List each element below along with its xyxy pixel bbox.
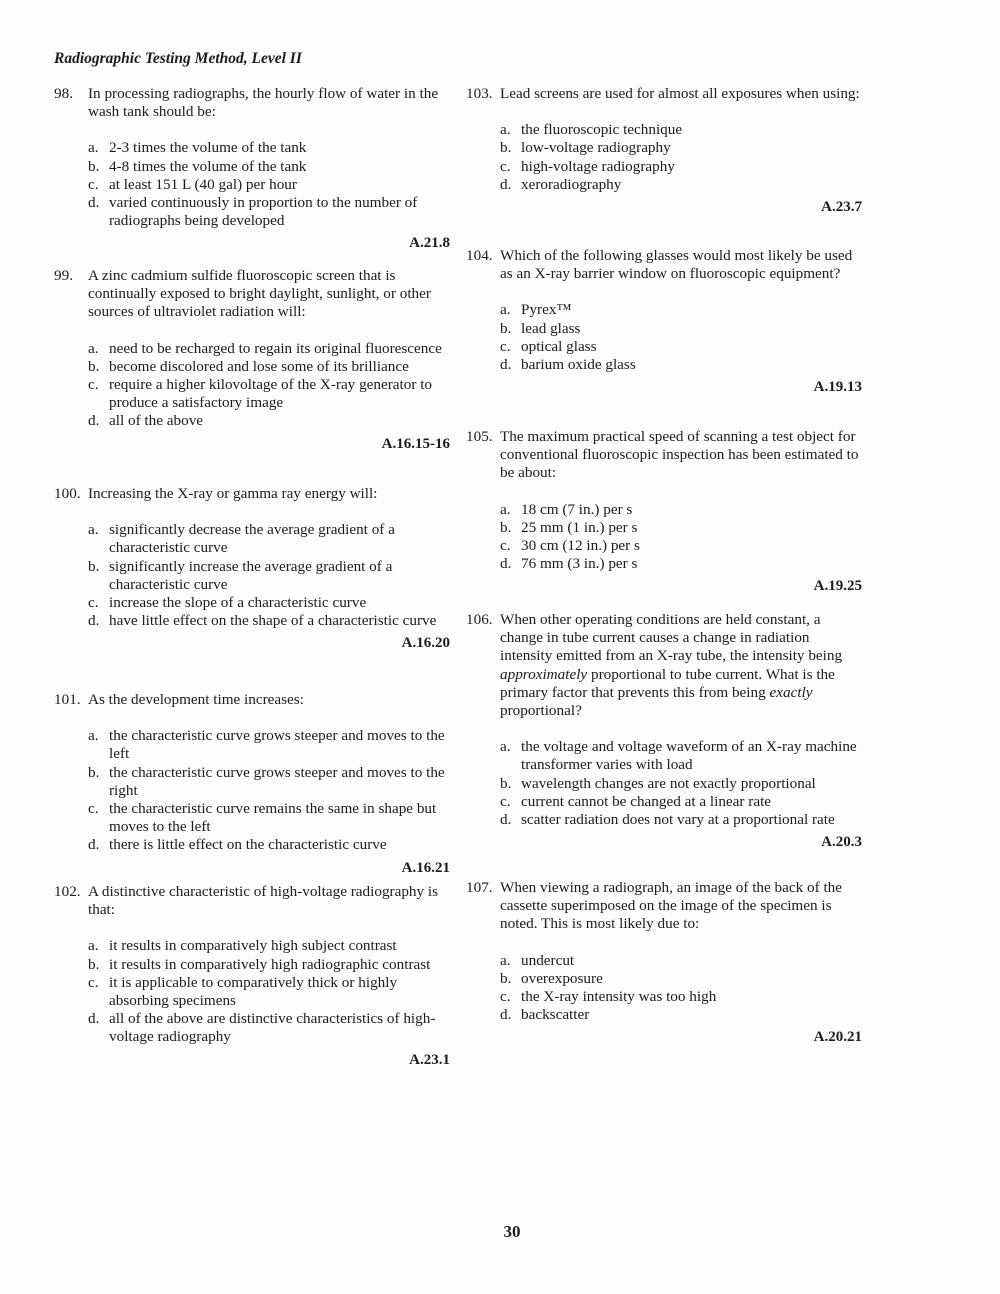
option-text: become discolored and lose some of its brilliance	[109, 357, 409, 375]
answer-options	[54, 139, 450, 230]
answer-reference: A.16.15-16	[381, 435, 450, 452]
option-letter: b.	[500, 319, 512, 337]
question-stem	[466, 428, 862, 483]
option-text: increase the slope of a characteristic curve	[109, 594, 367, 612]
option-letter: c.	[88, 376, 99, 394]
option-text: significantly decrease the average gradient of a characteristic curve	[109, 521, 395, 557]
answer-options	[466, 501, 862, 574]
question-text-segment: proportional?	[500, 702, 582, 720]
option-text: it results in comparatively high radiographic contrast	[109, 955, 431, 973]
answer-reference: A.19.13	[813, 379, 862, 396]
answer-option	[500, 320, 862, 338]
option-text: lead glass	[521, 319, 581, 337]
answer-option	[500, 338, 862, 356]
answer-option	[500, 501, 862, 519]
option-letter: c.	[88, 175, 99, 193]
option-letter: d.	[500, 555, 512, 573]
question-number: 107.	[466, 879, 493, 896]
option-text: xeroradiography	[521, 175, 622, 193]
question-stem	[466, 247, 862, 283]
answer-option	[88, 937, 450, 955]
question-number: 98.	[54, 85, 73, 102]
question-stem	[54, 485, 450, 503]
option-letter: b.	[88, 955, 100, 973]
option-text: 4-8 times the volume of the tank	[109, 157, 307, 175]
question-text-segment: When other operating conditions are held constant, a change in tube current causes a change in radiation intensity emitted from an X-ray tube, the intensity being	[500, 611, 843, 665]
answer-option	[88, 340, 450, 358]
answer-options	[466, 952, 862, 1025]
page-header: Radiographic Testing Method, Level II	[54, 50, 302, 67]
option-letter: b.	[88, 557, 100, 575]
answer-option	[88, 521, 450, 557]
option-text: barium oxide glass	[521, 356, 636, 374]
option-text: low-voltage radiography	[521, 139, 671, 157]
question-text: Increasing the X-ray or gamma ray energy will:	[88, 485, 378, 502]
option-letter: c.	[500, 537, 511, 555]
option-letter: c.	[88, 973, 99, 991]
option-text: scatter radiation does not vary at a proportional rate	[521, 811, 835, 829]
option-text: the X-ray intensity was too high	[521, 988, 717, 1006]
answer-option	[88, 974, 450, 1010]
question-block	[466, 85, 862, 216]
answer-option	[88, 412, 450, 430]
question-block	[54, 883, 450, 1069]
option-text: all of the above	[109, 412, 204, 430]
answer-option	[500, 970, 862, 988]
option-text: the voltage and voltage waveform of an X-ray machine transformer varies with load	[521, 738, 857, 774]
question-text: Which of the following glasses would most likely be used as an X-ray barrier window on fluoroscopic equipment?	[500, 247, 853, 283]
question-number: 106.	[466, 611, 493, 628]
option-letter: a.	[88, 727, 99, 745]
option-letter: a.	[88, 139, 99, 157]
question-stem	[466, 85, 862, 103]
option-letter: d.	[88, 836, 100, 854]
answer-option	[500, 793, 862, 811]
option-text: it is applicable to comparatively thick or highly absorbing specimens	[109, 973, 398, 1010]
question-stem	[54, 85, 450, 121]
question-text: When viewing a radiograph, an image of the back of the cassette superimposed on the image of the specimen is noted. This is most likely due to:	[500, 879, 843, 933]
option-text: high-voltage radiography	[521, 157, 675, 175]
option-text: have little effect on the shape of a characteristic curve	[109, 612, 437, 630]
answer-reference: A.21.8	[409, 235, 450, 252]
question-block	[466, 428, 862, 596]
answer-option	[500, 988, 862, 1006]
option-letter: c.	[500, 988, 511, 1006]
answer-option	[88, 139, 450, 157]
answer-options	[54, 937, 450, 1046]
question-block	[466, 247, 862, 396]
option-text: 18 cm (7 in.) per s	[521, 500, 633, 518]
answer-option	[88, 194, 450, 230]
question-text: As the development time increases:	[88, 691, 304, 708]
answer-reference: A.23.1	[409, 1051, 450, 1068]
option-letter: a.	[500, 738, 511, 756]
option-letter: d.	[88, 194, 100, 212]
question-number: 102.	[54, 883, 81, 900]
answer-option	[500, 952, 862, 970]
option-letter: c.	[88, 594, 99, 612]
option-text: 30 cm (12 in.) per s	[521, 537, 640, 555]
question-text-emphasis: exactly	[769, 683, 813, 701]
option-letter: c.	[500, 792, 511, 810]
answer-option	[500, 519, 862, 537]
answer-option	[88, 376, 450, 412]
option-text: 2-3 times the volume of the tank	[109, 139, 307, 157]
answer-reference: A.16.20	[401, 635, 450, 652]
option-letter: b.	[500, 518, 512, 536]
answer-option	[500, 356, 862, 374]
option-text: require a higher kilovoltage of the X-ray generator to produce a satisfactory image	[109, 376, 433, 412]
option-letter: d.	[500, 356, 512, 374]
option-text: it results in comparatively high subject contrast	[109, 937, 397, 955]
answer-option	[88, 800, 450, 836]
option-letter: b.	[500, 139, 512, 157]
answer-option	[500, 121, 862, 139]
answer-reference: A.19.25	[813, 578, 862, 595]
page-number: 30	[503, 1222, 521, 1241]
answer-option	[88, 1010, 450, 1046]
answer-option	[88, 158, 450, 176]
option-letter: b.	[88, 763, 100, 781]
option-text: optical glass	[521, 337, 597, 355]
answer-options	[466, 738, 862, 829]
question-number: 103.	[466, 85, 493, 102]
option-text: the characteristic curve remains the same in shape but moves to the left	[109, 800, 437, 836]
answer-option	[500, 555, 862, 573]
option-letter: a.	[88, 521, 99, 539]
option-letter: d.	[500, 175, 512, 193]
answer-reference: A.20.21	[813, 1029, 862, 1046]
question-block	[54, 691, 450, 877]
option-text: there is little effect on the characteristic curve	[109, 836, 387, 854]
answer-option	[88, 612, 450, 630]
question-stem	[466, 879, 862, 934]
answer-option	[88, 836, 450, 854]
question-block	[54, 85, 450, 253]
question-number: 105.	[466, 428, 493, 445]
option-text: current cannot be changed at a linear rate	[521, 792, 772, 810]
question-block	[54, 267, 450, 453]
option-letter: a.	[500, 301, 511, 319]
option-letter: c.	[500, 337, 511, 355]
answer-options	[466, 301, 862, 374]
option-letter: d.	[88, 1010, 100, 1028]
answer-option	[88, 727, 450, 763]
question-block	[466, 879, 862, 1047]
answer-option	[500, 301, 862, 319]
option-text: need to be recharged to regain its original fluorescence	[109, 339, 442, 357]
answer-option	[88, 764, 450, 800]
answer-options	[54, 340, 450, 431]
answer-reference: A.16.21	[401, 859, 450, 876]
question-text: A zinc cadmium sulfide fluoroscopic screen that is continually exposed to bright daylight, sunlight, or other sources of ultraviolet radiation will:	[88, 267, 431, 321]
option-text: undercut	[521, 951, 575, 969]
answer-option	[88, 358, 450, 376]
question-number: 99.	[54, 267, 73, 284]
option-text: the characteristic curve grows steeper and moves to the left	[109, 727, 445, 763]
option-letter: c.	[88, 800, 99, 818]
answer-option	[500, 775, 862, 793]
option-text: Pyrex™	[521, 301, 572, 319]
question-text: A distinctive characteristic of high-voltage radiography is that:	[88, 883, 439, 919]
answer-option	[88, 176, 450, 194]
question-text: In processing radiographs, the hourly flow of water in the wash tank should be:	[88, 85, 439, 121]
option-letter: b.	[88, 157, 100, 175]
option-text: the characteristic curve grows steeper and moves to the right	[109, 763, 445, 799]
question-stem	[54, 691, 450, 709]
answer-reference: A.20.3	[821, 834, 862, 851]
question-block	[466, 611, 862, 851]
answer-option	[500, 176, 862, 194]
answer-option	[500, 811, 862, 829]
answer-option	[500, 1006, 862, 1024]
question-text: Lead screens are used for almost all exposures when using:	[500, 85, 860, 102]
question-number: 104.	[466, 247, 493, 264]
option-letter: b.	[500, 969, 512, 987]
option-letter: a.	[500, 500, 511, 518]
option-text: 76 mm (3 in.) per s	[521, 555, 638, 573]
option-letter: d.	[88, 612, 100, 630]
option-text: wavelength changes are not exactly proportional	[521, 774, 816, 792]
answer-options	[54, 521, 450, 630]
option-letter: d.	[500, 1006, 512, 1024]
option-letter: d.	[88, 412, 100, 430]
option-text: overexposure	[521, 969, 603, 987]
question-text-emphasis: approximately	[500, 665, 588, 683]
option-text: at least 151 L (40 gal) per hour	[109, 175, 297, 193]
option-letter: c.	[500, 157, 511, 175]
option-letter: b.	[88, 357, 100, 375]
option-text: significantly increase the average gradient of a characteristic curve	[109, 557, 393, 593]
option-text: the fluoroscopic technique	[521, 121, 683, 139]
answer-options	[466, 121, 862, 194]
answer-option	[88, 956, 450, 974]
option-letter: b.	[500, 774, 512, 792]
question-text: The maximum practical speed of scanning a test object for conventional fluoroscopic inspection has been estimated to be about:	[500, 428, 859, 482]
answer-reference: A.23.7	[821, 199, 862, 216]
option-letter: d.	[500, 811, 512, 829]
answer-option	[500, 738, 862, 774]
option-text: all of the above are distinctive characteristics of high-voltage radiography	[109, 1010, 436, 1046]
question-text-segment: proportional to tube current. What is the primary factor that prevents this from being	[500, 665, 835, 701]
option-letter: a.	[500, 951, 511, 969]
answer-option	[88, 594, 450, 612]
answer-options	[54, 727, 450, 854]
question-number: 101.	[54, 691, 81, 708]
question-number: 100.	[54, 485, 81, 502]
answer-option	[500, 158, 862, 176]
option-letter: a.	[88, 937, 99, 955]
question-stem	[466, 611, 862, 720]
option-text: varied continuously in proportion to the number of radiographs being developed	[109, 194, 418, 230]
option-text: 25 mm (1 in.) per s	[521, 518, 638, 536]
answer-option	[88, 558, 450, 594]
question-block	[54, 485, 450, 653]
answer-option	[500, 537, 862, 555]
answer-option	[500, 139, 862, 157]
question-text	[500, 611, 862, 720]
question-stem	[54, 883, 450, 919]
option-text: backscatter	[521, 1006, 590, 1024]
question-stem	[54, 267, 450, 322]
option-letter: a.	[500, 121, 511, 139]
option-letter: a.	[88, 339, 99, 357]
